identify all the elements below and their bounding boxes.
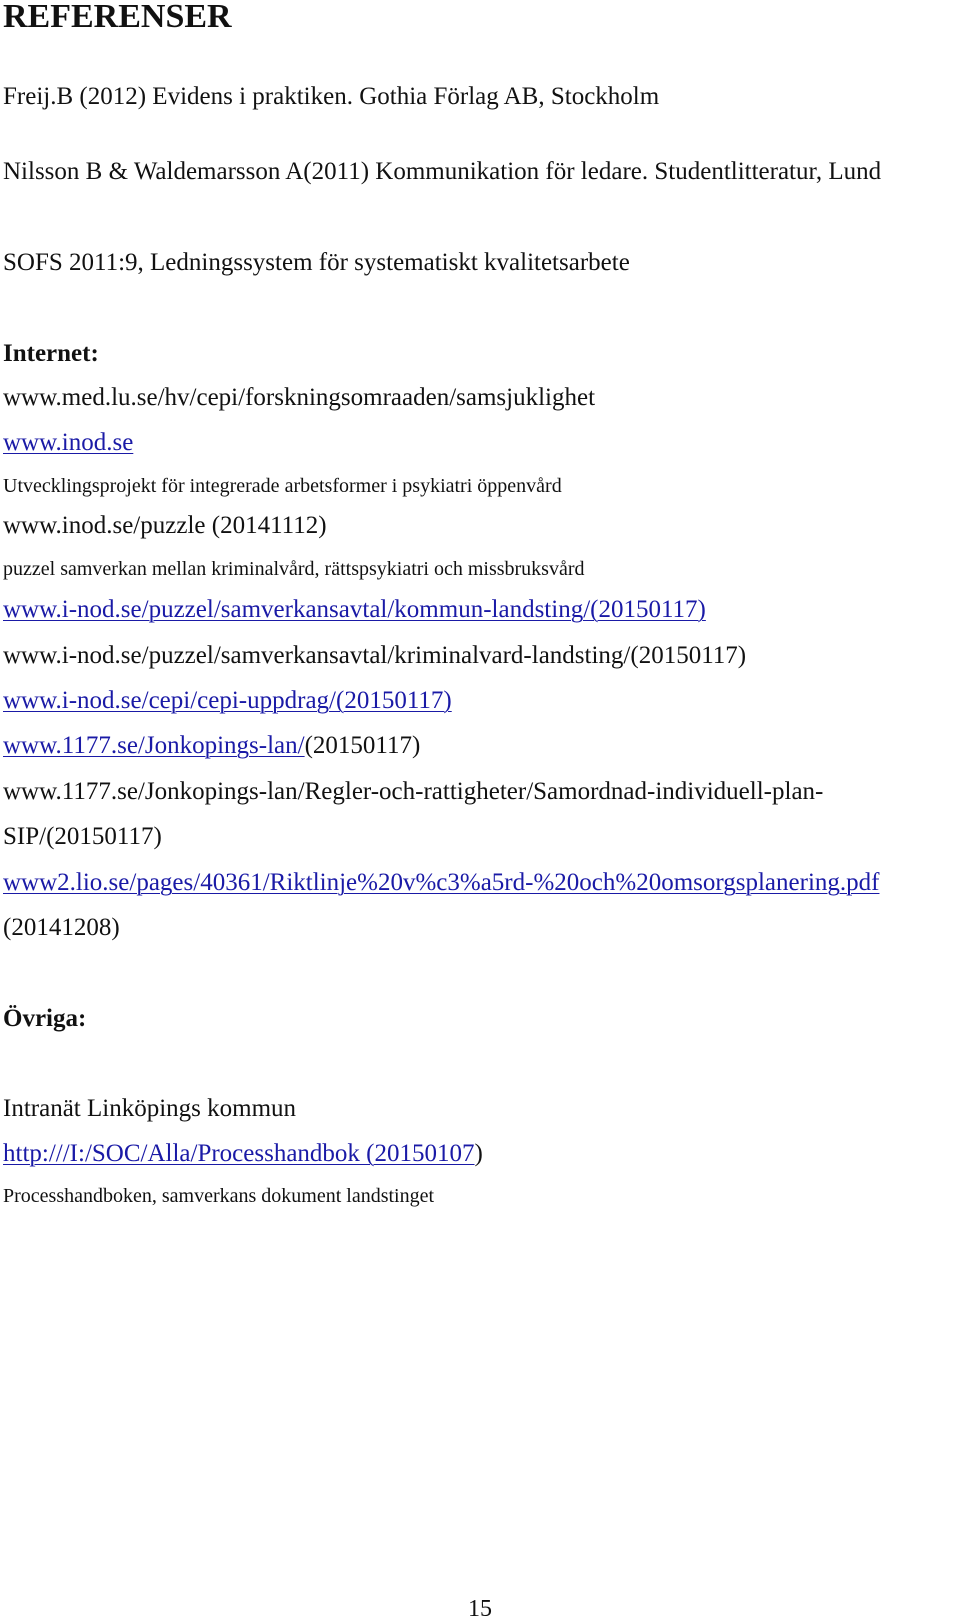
page-number: 15 <box>468 1596 492 1622</box>
processhandbok-suffix: ) <box>474 1140 483 1167</box>
page-heading: REFERENSER <box>3 0 232 35</box>
section-title-internet: Internet: <box>3 340 99 367</box>
description-utvecklingsprojekt: Utvecklingsprojekt för integrerade arbetsformer i psykiatri öppenvård <box>3 475 562 497</box>
section-title-ovriga: Övriga: <box>3 1005 87 1032</box>
link-cepi-uppdrag[interactable]: www.i-nod.se/cepi/cepi-uppdrag/(20150117) <box>3 687 452 714</box>
link-inod[interactable]: www.inod.se <box>3 429 134 456</box>
url-med-lu: www.med.lu.se/hv/cepi/forskningsomraaden/samsjuklighet <box>3 384 596 411</box>
reference-1177-jonkoping <box>3 733 420 758</box>
reference-nilsson: Nilsson B & Waldemarsson A(2011) Kommunikation för ledare. Studentlitteratur, Lund <box>3 158 882 185</box>
reference-sofs: SOFS 2011:9, Ledningssystem för systematiskt kvalitetsarbete <box>3 249 630 276</box>
link-lio-riktlinje[interactable]: www2.lio.se/pages/40361/Riktlinje%20v%c3%a5rd-%20och%20omsorgsplanering.pdf <box>3 869 880 896</box>
link-processhandbok[interactable]: http:///I:/SOC/Alla/Processhandbok (20150107 <box>3 1140 475 1167</box>
intranat-linkoping: Intranät Linköpings kommun <box>3 1095 297 1122</box>
link-1177-jonkoping[interactable]: www.1177.se/Jonkopings-lan/ <box>3 732 305 759</box>
date-lio-riktlinje: (20141208) <box>3 914 120 941</box>
url-samverkansavtal-kriminalvard: www.i-nod.se/puzzel/samverkansavtal/kriminalvard-landsting/(20150117) <box>3 642 747 669</box>
url-1177-sip-part2: SIP/(20150117) <box>3 823 162 850</box>
description-processhandboken: Processhandboken, samverkans dokument landstinget <box>3 1185 435 1207</box>
processhandbok-reference <box>3 1141 483 1166</box>
url-1177-sip-part1: www.1177.se/Jonkopings-lan/Regler-och-rattigheter/Samordnad-individuell-plan- <box>3 778 824 805</box>
reference-freij: Freij.B (2012) Evidens i praktiken. Gothia Förlag AB, Stockholm <box>3 83 660 110</box>
url-inod-puzzle: www.inod.se/puzzle (20141112) <box>3 512 327 539</box>
description-puzzel: puzzel samverkan mellan kriminalvård, rättspsykiatri och missbruksvård <box>3 558 585 580</box>
link-samverkansavtal-kommun[interactable]: www.i-nod.se/puzzel/samverkansavtal/kommun-landsting/(20150117) <box>3 596 706 623</box>
date-1177-jonkoping: (20150117) <box>304 732 421 759</box>
